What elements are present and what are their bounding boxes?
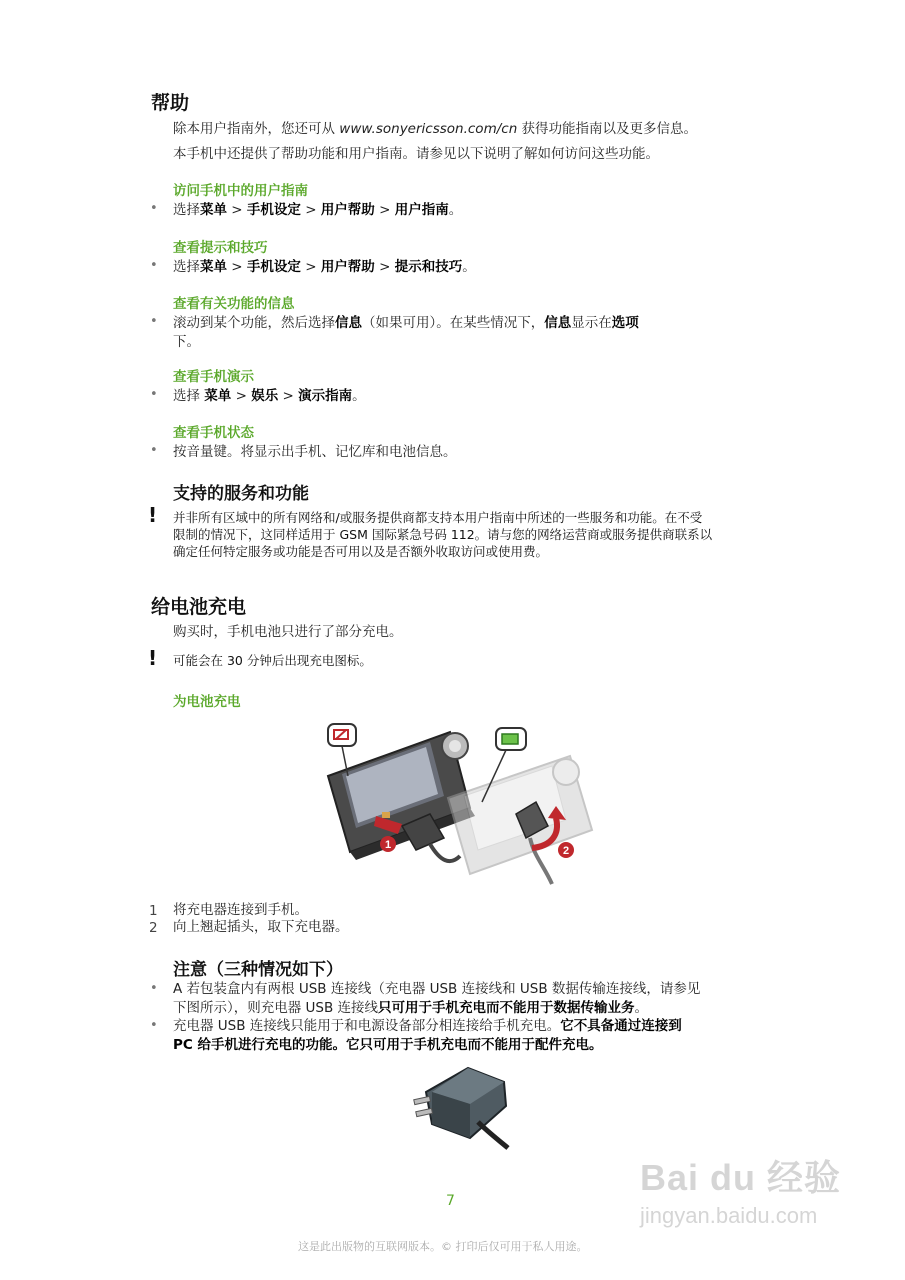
section-info-title: 查看有关功能的信息 [173,296,295,312]
help-title: 帮助 [151,92,190,114]
bullet-dot: • [150,981,158,996]
bullet-dot: • [150,387,158,402]
note-1: A 若包装盒内有两根 USB 连接线（充电器 USB 连接线和 USB 数据传输连接线，请参见 下图所示），则充电器 USB 连接线只可用于手机充电而不能用于数据传输业务。 [173,981,701,1016]
section-demo-step: 选择 菜单 > 娱乐 > 演示指南。 [173,388,366,404]
services-title: 支持的服务和功能 [173,484,309,504]
watermark [640,1150,860,1250]
section-status-step: 按音量键。将显示出手机、记忆库和电池信息。 [173,444,457,460]
bullet-dot: • [150,201,158,216]
warning-icon: ! [148,646,158,670]
step-text: 将充电器连接到手机。 [173,902,308,918]
step-number: 2 [149,920,158,936]
charge-warning-text: 可能会在 30 分钟后出现充电图标。 [173,653,372,668]
watermark-brand: Bai du 经验 [640,1157,842,1198]
section-status-title: 查看手机状态 [173,425,254,441]
services-warning-text: 并非所有区域中的所有网络和/或服务提供商都支持本用户指南中所述的一些服务和功能。在不受 限制的情况下，这同样适用于 GSM 国际紧急号码 112。请与您的网络运营商或服务提供商联系以 确定任何特定服务或功能是否可用以及是否额外收取访问或使用费。 [173,510,713,559]
help-url-link[interactable]: www.sonyericsson.com/cn [339,121,518,137]
charging-illustration [320,716,620,886]
charge-sub-title: 为电池充电 [173,694,241,710]
help-paragraph-1 [173,120,697,139]
watermark-url: jingyan.baidu.com [640,1203,818,1228]
svg-text:2: 2 [562,845,570,857]
section-tips-title: 查看提示和技巧 [173,240,268,256]
note-2: 充电器 USB 连接线只能用于和电源设备部分相连接给手机充电。它不具备通过连接到 PC 给手机进行充电的功能。它只可用于手机充电而不能用于配件充电。 [173,1018,682,1053]
page-number: 7 [446,1193,455,1209]
bullet-dot: • [150,258,158,273]
section-info-step: 滚动到某个功能，然后选择信息（如果可用）。在某些情况下，信息显示在选项 下。 [173,315,639,350]
charger-illustration [408,1062,518,1152]
notes-title: 注意（三种情况如下） [173,960,343,980]
callout-2 [558,842,574,858]
step-text: 向上翘起插头，取下充电器。 [173,919,349,935]
section-user-guide-title: 访问手机中的用户指南 [173,183,308,199]
step-number: 1 [149,903,158,919]
footer-text: 这是此出版物的互联网版本。© 打印后仅可用于私人用途。 [298,1240,588,1253]
help-p1-prefix: 除本用户指南外，您还可从 [173,121,340,137]
svg-text:1: 1 [384,839,392,851]
help-p1-suffix: 获得功能指南以及更多信息。 [517,121,698,137]
section-demo-title: 查看手机演示 [173,369,254,385]
charge-paragraph: 购买时，手机电池只进行了部分充电。 [173,624,403,640]
section-tips-step: 选择菜单 > 手机设定 > 用户帮助 > 提示和技巧。 [173,259,476,275]
bullet-dot: • [150,443,158,458]
warning-icon: ! [148,503,158,527]
section-user-guide-step: 选择菜单 > 手机设定 > 用户帮助 > 用户指南。 [173,202,463,218]
bullet-dot: • [150,314,158,329]
help-paragraph-2: 本手机中还提供了帮助功能和用户指南。请参见以下说明了解如何访问这些功能。 [173,146,659,162]
charge-title: 给电池充电 [151,596,247,618]
callout-1 [380,836,396,852]
bullet-dot: • [150,1018,158,1033]
